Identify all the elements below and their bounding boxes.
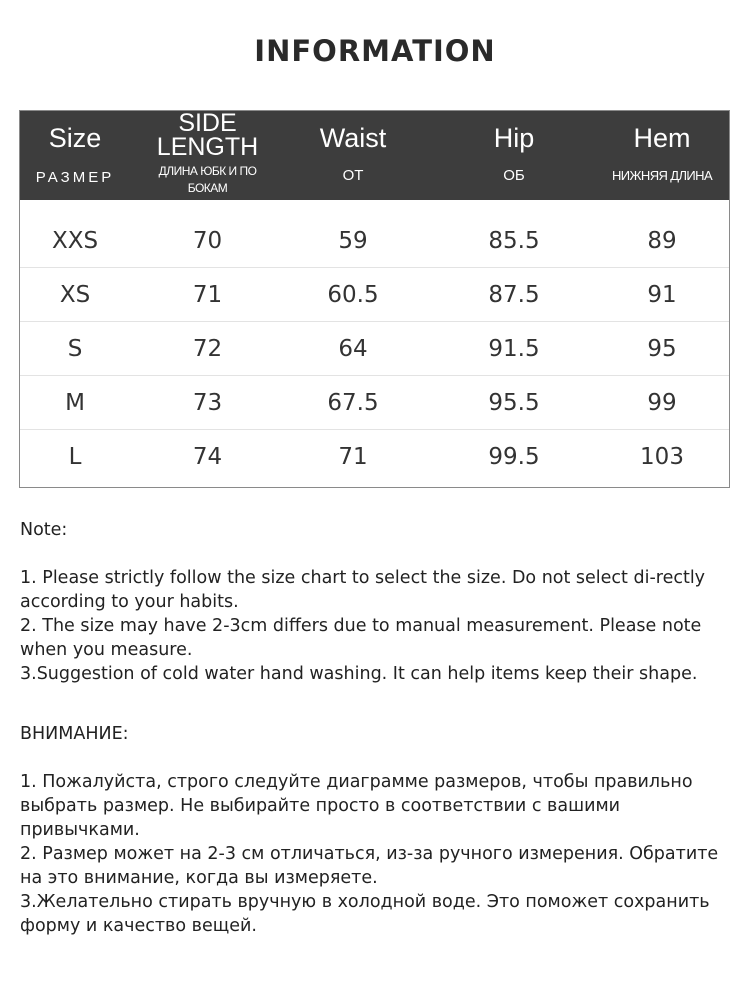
cell-size: S <box>67 336 83 362</box>
cell-waist: 67.5 <box>327 390 379 416</box>
table-row <box>20 430 729 484</box>
cell-side-length: 71 <box>192 282 223 308</box>
header-side-length <box>150 111 265 200</box>
cell-size: M <box>65 390 85 416</box>
header-hem-label: Hem <box>633 123 691 153</box>
header-size-sublabel: РАЗМЕР <box>35 169 115 186</box>
notes-ru-heading: ВНИМАНИЕ: <box>20 724 129 744</box>
size-chart-table <box>19 110 730 488</box>
table-row <box>20 214 729 268</box>
table-row <box>20 268 729 322</box>
cell-size: L <box>68 444 82 470</box>
header-waist <box>288 111 418 200</box>
cell-hip: 95.5 <box>488 390 540 416</box>
notes-ru-item-2: 2. Размер может на 2-3 см отличаться, из-за ручного измерения. Обратите на это внимание, когда вы измеряете. <box>20 844 719 888</box>
cell-side-length: 73 <box>192 390 223 416</box>
cell-size: XS <box>59 282 91 308</box>
cell-side-length: 72 <box>192 336 223 362</box>
header-waist-label: Waist <box>319 123 387 153</box>
cell-hem: 89 <box>647 228 677 254</box>
header-hip <box>449 111 579 200</box>
notes-section <box>20 518 720 938</box>
cell-waist: 59 <box>338 228 368 254</box>
notes-en-heading: Note: <box>20 520 68 540</box>
header-hem-sublabel: НИЖНЯЯ ДЛИНА <box>611 168 713 183</box>
cell-hem: 91 <box>647 282 677 308</box>
cell-size: XXS <box>51 228 99 254</box>
table-row <box>20 322 729 376</box>
header-side-length-label: SIDE LENGTH <box>156 109 259 161</box>
cell-waist: 60.5 <box>327 282 379 308</box>
cell-hip: 87.5 <box>488 282 540 308</box>
notes-en-item-2: 2. The size may have 2-3cm differs due to manual measurement. Please note when you measure. <box>20 616 702 660</box>
header-hip-label: Hip <box>493 123 535 153</box>
header-size <box>20 111 130 200</box>
page-title: INFORMATION <box>254 34 496 68</box>
cell-hip: 99.5 <box>488 444 540 470</box>
cell-hem: 103 <box>640 444 684 470</box>
cell-hip: 85.5 <box>488 228 540 254</box>
notes-en-item-1: 1. Please strictly follow the size chart to select the size. Do not select di-rectly according to your habits. <box>20 568 706 612</box>
header-side-length-sublabel: ДЛИНА ЮБК И ПО БОКАМ <box>158 164 257 195</box>
notes-ru-item-1: 1. Пожалуйста, строго следуйте диаграмме размеров, чтобы правильно выбрать размер. Не выбирайте просто в соответствии с вашими привычками. <box>20 772 693 840</box>
cell-waist: 64 <box>338 336 368 362</box>
notes-en-item-3: 3.Suggestion of cold water hand washing. It can help items keep their shape. <box>20 664 698 684</box>
cell-side-length: 74 <box>192 444 223 470</box>
cell-hem: 95 <box>647 336 677 362</box>
cell-waist: 71 <box>338 444 368 470</box>
header-size-label: Size <box>48 123 102 153</box>
cell-side-length: 70 <box>192 228 223 254</box>
cell-hem: 99 <box>647 390 677 416</box>
notes-ru-item-3: 3.Желательно стирать вручную в холодной воде. Это поможет сохранить форму и качество вещей. <box>20 892 710 936</box>
table-row <box>20 376 729 430</box>
header-hip-sublabel: ОБ <box>503 167 525 184</box>
header-hem <box>592 111 732 200</box>
cell-hip: 91.5 <box>488 336 540 362</box>
header-waist-sublabel: ОТ <box>342 167 364 184</box>
table-header <box>20 111 729 200</box>
